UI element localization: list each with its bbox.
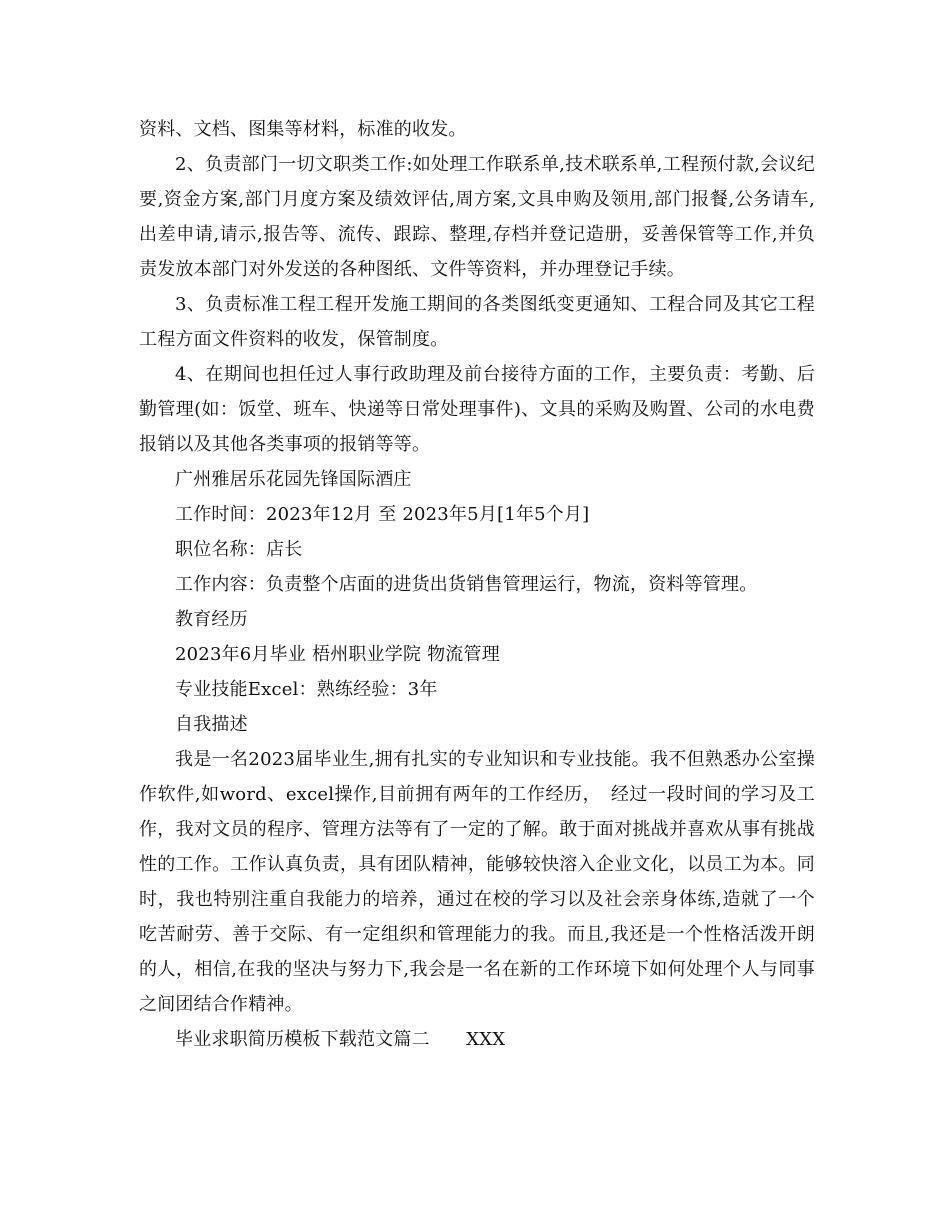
section-heading-education: 教育经历 (175, 609, 248, 630)
next-template-heading: 毕业求职简历模板下载范文篇二 XXX (175, 1029, 506, 1050)
paragraph-duty-2: 2、负责部门一切文职类工作:如处理工作联系单,技术联系单,工程预付款,会议纪要,资金方案,部门月度方案及绩效评估,周方案,文具申购及领用,部门报餐,公务请车,出差申请,请示,报告等、流传、跟踪、整理,存档并登记造册，妥善保管等工作,并负责发放本部门对外发送的各种图纸、文件等资料，并办理登记手续。 (139, 154, 815, 280)
section-heading-self-description: 自我描述 (175, 714, 248, 735)
skills-entry: 专业技能Excel：熟练经验：3年 (175, 679, 438, 700)
paragraph-duty-3: 3、负责标准工程工程开发施工期间的各类图纸变更通知、工程合同及其它工程工程方面文件资料的收发，保管制度。 (139, 294, 815, 350)
paragraph-duty-4: 4、在期间也担任过人事行政助理及前台接待方面的工作，主要负责：考勤、后勤管理(如：饭堂、班车、快递等日常处理事件)、文具的采购及购置、公司的水电费报销以及其他各类事项的报销等等。 (139, 364, 815, 455)
paragraph-intro: 资料、文档、图集等材料，标准的收发。 (139, 119, 467, 140)
self-description-text: 我是一名2023届毕业生,拥有扎实的专业知识和专业技能。我不但熟悉办公室操作软件,如word、excel操作,目前拥有两年的工作经历， 经过一段时间的学习及工作，我对文员的程序、管理方法等有了一定的了解。敢于面对挑战并喜欢从事有挑战性的工作。工作认真负责，具有团队精神，能够较快溶入企业文化，以员工为本。同时，我也特别注重自我能力的培养，通过在校的学习以及社会亲身体练,造就了一个吃苦耐劳、善于交际、有一定组织和管理能力的我。而且,我还是一个性格活泼开朗的人，相信,在我的坚决与努力下,我会是一名在新的工作环境下如何处理个人与同事之间团结合作精神。 (139, 749, 815, 1015)
work-period: 工作时间：2023年12月 至 2023年5月[1年5个月] (175, 504, 590, 525)
position-title: 职位名称：店长 (175, 539, 303, 560)
work-content: 工作内容：负责整个店面的进货出货销售管理运行，物流，资料等管理。 (175, 574, 758, 595)
document-page (139, 112, 815, 1057)
education-entry: 2023年6月毕业 梧州职业学院 物流管理 (175, 644, 500, 665)
company-name: 广州雅居乐花园先锋国际酒庄 (175, 469, 412, 490)
